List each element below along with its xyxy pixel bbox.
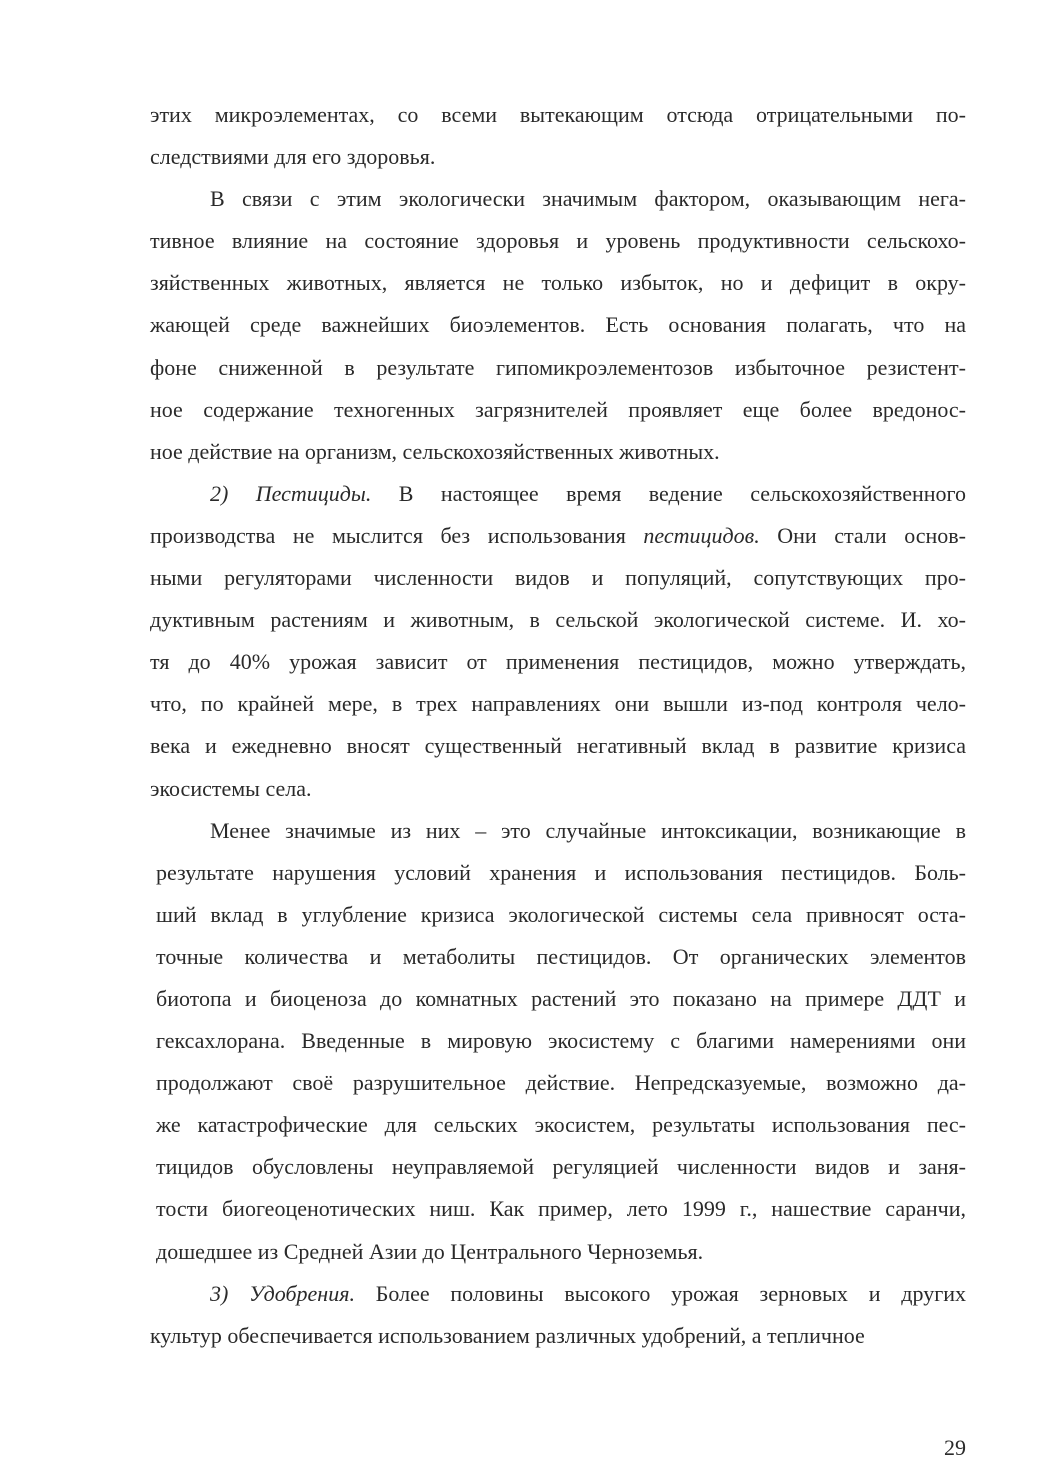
text-line: тя до 40% урожая зависит от применения пестицидов, можно утверждать, — [150, 649, 966, 675]
text-fragment: производства не мыслится без использования — [150, 522, 644, 548]
text-line: результате нарушения условий хранения и использования пестицидов. Боль- — [156, 859, 966, 885]
section-heading-pesticides: 2) Пестициды. — [210, 480, 372, 506]
text-line: Менее значимые из них – это случайные интоксикации, возникающие в — [210, 817, 966, 843]
body-text — [150, 94, 966, 1357]
paragraph-4 — [150, 810, 966, 1273]
page-number: 29 — [944, 1435, 966, 1460]
text-line: экосистемы села. — [150, 775, 312, 801]
text-line: В связи с этим экологически значимым фактором, оказывающим нега- — [210, 186, 966, 212]
text-line: века и ежедневно вносят существенный негативный вклад в развитие кризиса — [150, 733, 966, 759]
text-fragment: Более половины высокого урожая зерновых и других — [354, 1280, 966, 1306]
paragraph-2 — [150, 178, 966, 473]
text-line — [150, 473, 966, 515]
paragraph-pesticides — [150, 473, 966, 810]
text-line: продолжают своё разрушительное действие. Непредсказуемые, возможно да- — [156, 1070, 966, 1096]
text-line: гексахлорана. Введенные в мировую экосистему с благими намерениями они — [156, 1028, 966, 1054]
text-line: тости биогеоценотических ниш. Как пример, лето 1999 г., нашествие саранчи, — [156, 1196, 966, 1222]
text-line: что, по крайней мере, в трех направлениях они вышли из-под контроля чело- — [150, 691, 966, 717]
text-fragment: В настоящее время ведение сельскохозяйственного — [371, 480, 967, 506]
text-line: биотопа и биоценоза до комнатных растений это показано на примере ДДТ и — [156, 985, 966, 1011]
text-line: жающей среде важнейших биоэлементов. Есть основания полагать, что на — [150, 312, 966, 338]
text-line: дошедшее из Средней Азии до Центрального Черноземья. — [156, 1238, 704, 1264]
text-line: же катастрофические для сельских экосистем, результаты использования пес- — [156, 1112, 966, 1138]
text-line: дуктивным растениям и животным, в сельской экологической системе. И. хо- — [150, 607, 966, 633]
text-line: тицидов обусловлены неуправляемой регуляцией численности видов и заня- — [156, 1154, 966, 1180]
text-fragment: Они стали основ- — [759, 522, 966, 548]
text-line — [150, 515, 966, 557]
text-line: культур обеспечивается использованием различных удобрений, а тепличное — [150, 1322, 865, 1348]
section-heading-fertilizers: 3) Удобрения. — [210, 1280, 355, 1306]
text-line: ное действие на организм, сельскохозяйственных животных. — [150, 438, 720, 464]
italic-term: пестицидов. — [643, 522, 760, 548]
text-line: ное содержание техногенных загрязнителей проявляет еще более вредонос- — [150, 396, 966, 422]
text-line: точные количества и метаболиты пестицидов. От органических элементов — [156, 943, 966, 969]
paragraph-1 — [150, 94, 966, 178]
text-line: этих микроэлементах, со всеми вытекающим отсюда отрицательными по- — [150, 102, 966, 127]
text-line: зяйственных животных, является не только избыток, но и дефицит в окру- — [150, 270, 966, 296]
paragraph-fertilizers — [150, 1273, 966, 1357]
text-line — [150, 1273, 966, 1315]
text-line: следствиями для его здоровья. — [150, 144, 436, 170]
text-line: тивное влияние на состояние здоровья и уровень продуктивности сельскохо- — [150, 228, 966, 254]
text-line: фоне сниженной в результате гипомикроэлементозов избыточное резистент- — [150, 354, 966, 380]
text-line: ший вклад в углубление кризиса экологической системы села привносят оста- — [156, 901, 966, 927]
text-line: ными регуляторами численности видов и популяций, сопутствующих про- — [150, 565, 966, 591]
